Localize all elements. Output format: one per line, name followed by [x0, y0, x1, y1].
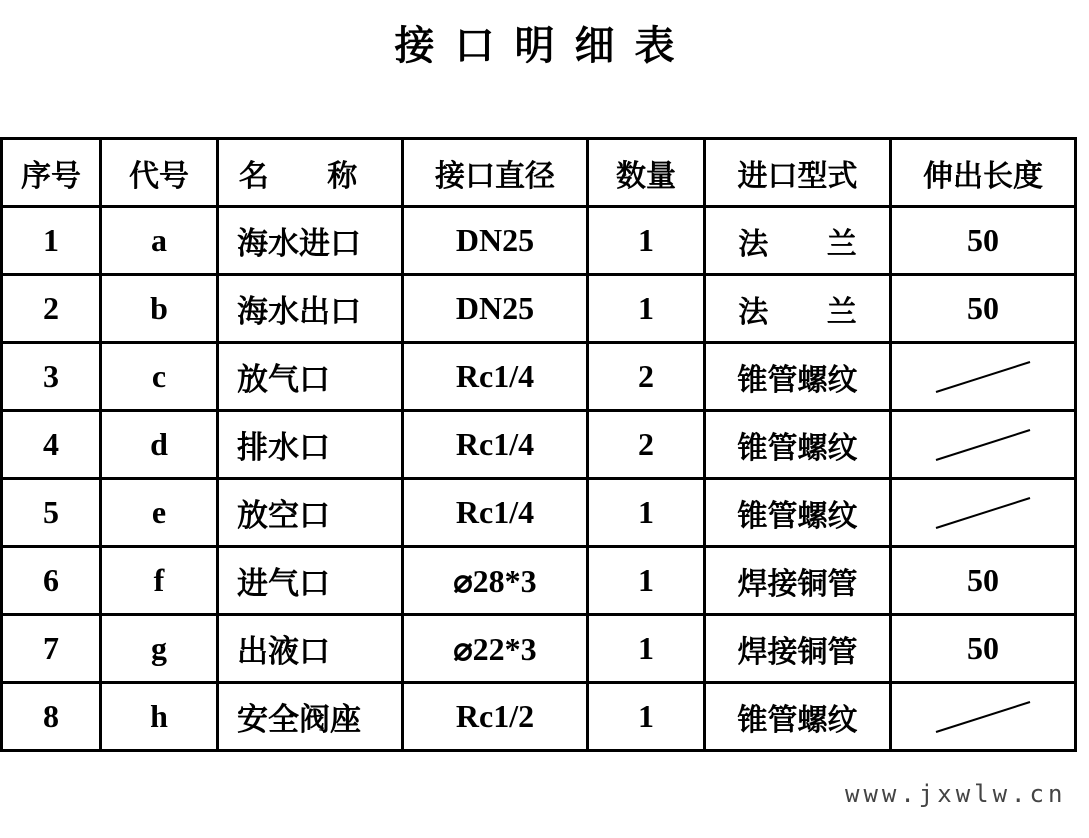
cell-diameter: ⌀22*3 — [403, 615, 588, 683]
cell-no: 3 — [2, 343, 101, 411]
cell-name: 放气口 — [218, 343, 403, 411]
cell-type: 锥管螺纹 — [705, 683, 891, 751]
cell-diameter: DN25 — [403, 207, 588, 275]
cell-code: b — [101, 275, 218, 343]
cell-code: g — [101, 615, 218, 683]
cell-qty: 1 — [588, 547, 705, 615]
cell-type: 锥管螺纹 — [705, 479, 891, 547]
cell-length — [891, 411, 1076, 479]
cell-type: 焊接铜管 — [705, 547, 891, 615]
cell-name: 海水出口 — [218, 275, 403, 343]
header-length: 伸出长度 — [891, 139, 1076, 207]
not-applicable-slash — [928, 488, 1038, 538]
table-row — [2, 207, 1076, 275]
header-qty: 数量 — [588, 139, 705, 207]
cell-diameter: DN25 — [403, 275, 588, 343]
cell-diameter: Rc1/4 — [403, 343, 588, 411]
header-name: 名 称 — [218, 139, 403, 207]
table-row — [2, 683, 1076, 751]
cell-code: h — [101, 683, 218, 751]
cell-length: 50 — [891, 615, 1076, 683]
cell-no: 7 — [2, 615, 101, 683]
cell-length: 50 — [891, 547, 1076, 615]
cell-qty: 2 — [588, 411, 705, 479]
cell-code: f — [101, 547, 218, 615]
header-diameter: 接口直径 — [403, 139, 588, 207]
cell-type: 法 兰 — [705, 275, 891, 343]
cell-name: 安全阀座 — [218, 683, 403, 751]
cell-length — [891, 479, 1076, 547]
cell-qty: 1 — [588, 683, 705, 751]
cell-type: 锥管螺纹 — [705, 343, 891, 411]
cell-code: c — [101, 343, 218, 411]
cell-no: 1 — [2, 207, 101, 275]
cell-length — [891, 683, 1076, 751]
page-title: 接口明细表 — [394, 23, 695, 69]
table-row — [2, 275, 1076, 343]
cell-name: 海水进口 — [218, 207, 403, 275]
interface-table — [0, 137, 1077, 752]
cell-length — [891, 343, 1076, 411]
cell-length: 50 — [891, 275, 1076, 343]
table-row — [2, 479, 1076, 547]
cell-type: 焊接铜管 — [705, 615, 891, 683]
not-applicable-slash — [928, 420, 1038, 470]
cell-name: 进气口 — [218, 547, 403, 615]
not-applicable-slash — [928, 692, 1038, 742]
cell-code: d — [101, 411, 218, 479]
cell-diameter: Rc1/4 — [403, 479, 588, 547]
cell-qty: 1 — [588, 207, 705, 275]
cell-qty: 2 — [588, 343, 705, 411]
header-no: 序号 — [2, 139, 101, 207]
header-row — [2, 139, 1076, 207]
cell-no: 6 — [2, 547, 101, 615]
cell-length: 50 — [891, 207, 1076, 275]
cell-name: 放空口 — [218, 479, 403, 547]
cell-type: 法 兰 — [705, 207, 891, 275]
table-row — [2, 343, 1076, 411]
table-row — [2, 615, 1076, 683]
cell-name: 出液口 — [218, 615, 403, 683]
cell-name: 排水口 — [218, 411, 403, 479]
table-row — [2, 411, 1076, 479]
cell-diameter: ⌀28*3 — [403, 547, 588, 615]
cell-qty: 1 — [588, 479, 705, 547]
cell-diameter: Rc1/4 — [403, 411, 588, 479]
cell-no: 4 — [2, 411, 101, 479]
cell-code: a — [101, 207, 218, 275]
cell-no: 5 — [2, 479, 101, 547]
not-applicable-slash — [928, 352, 1038, 402]
cell-diameter: Rc1/2 — [403, 683, 588, 751]
header-code: 代号 — [101, 139, 218, 207]
cell-type: 锥管螺纹 — [705, 411, 891, 479]
cell-code: e — [101, 479, 218, 547]
cell-no: 8 — [2, 683, 101, 751]
watermark: www.jxwlw.cn — [845, 780, 1067, 808]
header-type: 进口型式 — [705, 139, 891, 207]
table-row — [2, 547, 1076, 615]
cell-no: 2 — [2, 275, 101, 343]
cell-qty: 1 — [588, 275, 705, 343]
cell-qty: 1 — [588, 615, 705, 683]
